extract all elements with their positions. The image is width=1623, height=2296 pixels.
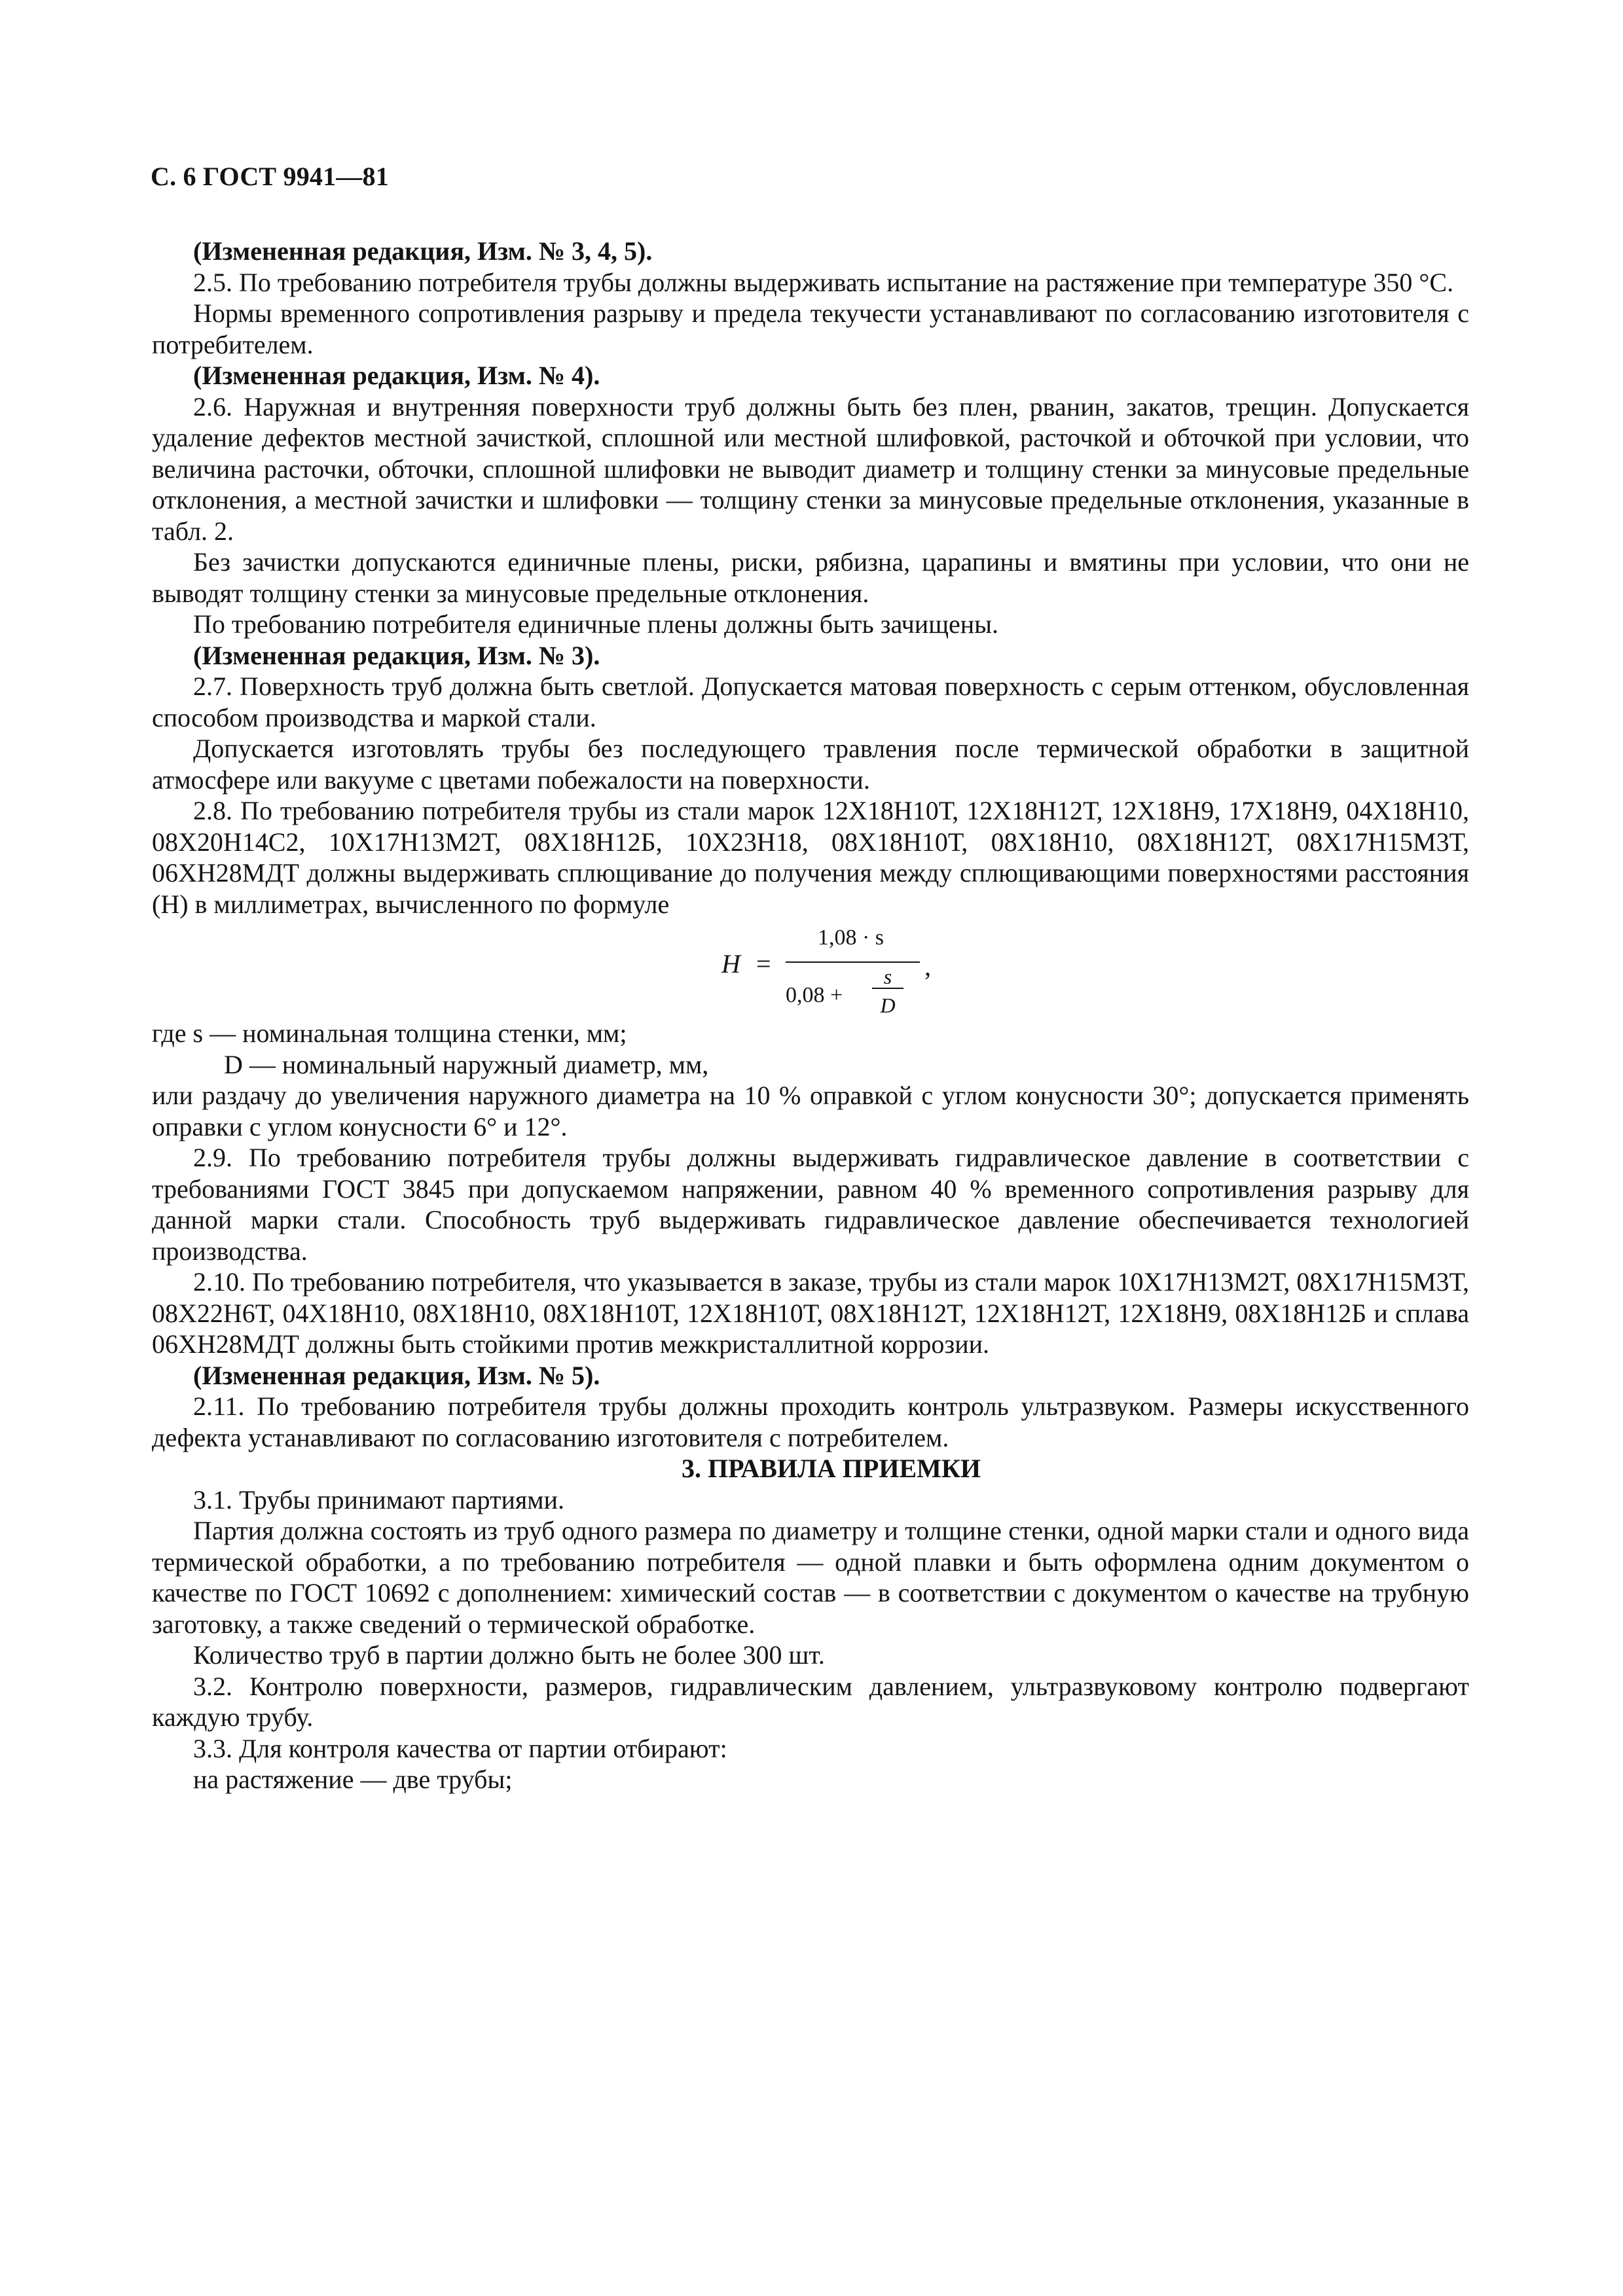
- section-2-paragraph: Без зачистки допускаются единичные плены, риски, рябизна, царапины и вмятины при условии, что они не выводят толщину стенки за минусовые предельные отклонения.: [152, 547, 1469, 608]
- section-2-paragraph: 2.6. Наружная и внутренняя поверхности труб должны быть без плен, рванин, закатов, трещин. Допускается удаление дефектов местной зачисткой, сплошной или местной шлифовкой, расточкой и обточкой при условии, что величина расточки, обточки, сплошной шлифовки не выводит диаметр и толщину стенки за минусовые предельные отклонения, а местной зачистки и шлифовки — толщину стенки за минусовые предельные отклонения, указанные в табл. 2.: [152, 391, 1469, 546]
- section-2-paragraph: 2.11. По требованию потребителя трубы должны проходить контроль ультразвуком. Размеры искусственного дефекта устанавливают по согласованию изготовителя с потребителем.: [152, 1391, 1469, 1452]
- section-3-paragraph: Партия должна состоять из труб одного размера по диаметру и толщине стенки, одной марки стали и одного вида термической обработки, а по требованию потребителя — одной плавки и быть оформлена одним документом о качестве по ГОСТ 10692 с дополнением: химический состав — в соответствии с документом о качестве на трубную заготовку, а также сведений о термической обработке.: [152, 1516, 1469, 1639]
- page-header: С. 6 ГОСТ 9941—81: [151, 162, 389, 191]
- section-3-paragraph: 3.3. Для контроля качества от партии отбирают:: [193, 1733, 727, 1763]
- formula-lhs: H: [721, 949, 740, 978]
- section-2-paragraph: Допускается изготовлять трубы без последующего травления после термической обработки в защитной атмосфере или вакууме с цветами побежалости на поверхности.: [152, 734, 1469, 795]
- section-3-paragraphs: [152, 1484, 1469, 1795]
- formula-numerator: 1,08 · s: [817, 925, 884, 950]
- where-s-line: где s — номинальная толщина стенки, мм;: [152, 1018, 627, 1048]
- section-3-paragraph: 3.2. Контролю поверхности, размеров, гидравлическим давлением, ультразвуковому контролю подвергают каждую трубу.: [152, 1671, 1469, 1732]
- section-2-paragraph: 2.10. По требованию потребителя, что указывается в заказе, трубы из стали марок 10Х17Н13М2Т, 08Х17Н15М3Т, 08Х22Н6Т, 04Х18Н10, 08Х18Н10, 08Х18Н10Т, 12Х18Н10Т, 08Х18Н12Т, 12Х18Н12Т, 12Х18Н9, 08Х18Н12Б и сплава 06ХН28МДТ должны быть стойкими против межкристаллитной коррозии.: [152, 1267, 1469, 1359]
- section-2-paragraphs-a: [152, 236, 1469, 920]
- flattening-formula: [152, 920, 1469, 1018]
- document-body: [152, 236, 1469, 1795]
- section-3-paragraph: Количество труб в партии должно быть не более 300 шт.: [193, 1640, 825, 1670]
- where-d-line: D — номинальный наружный диаметр, мм,: [224, 1049, 709, 1079]
- section-title: 3. ПРАВИЛА ПРИЕМКИ: [681, 1454, 981, 1483]
- section-3-paragraph: на растяжение — две трубы;: [193, 1765, 513, 1794]
- formula-denominator-constant: 0,08 +: [786, 983, 843, 1007]
- amendment-note: (Измененная редакция, Изм. № 5).: [193, 1360, 600, 1390]
- formula-equals: =: [756, 949, 771, 978]
- amendment-note: (Измененная редакция, Изм. № 3).: [193, 640, 600, 670]
- formula-inner-fraction-bar: [872, 988, 903, 989]
- section-3-paragraph: 3.1. Трубы принимают партиями.: [193, 1484, 564, 1515]
- section-2-paragraph: 2.9. По требованию потребителя трубы должны выдерживать гидравлическое давление в соответствии с требованиями ГОСТ 3845 при допускаемом напряжении, равном 40 % временного сопротивления разрыву для данной марки стали. Способность труб выдерживать гидравлическое давление обеспечивается технологией производства.: [152, 1143, 1469, 1266]
- formula-inner-denominator: D: [880, 994, 896, 1017]
- section-2-paragraph: Нормы временного сопротивления разрыву и предела текучести устанавливают по согласованию изготовителя с потребителем.: [152, 298, 1469, 359]
- section-2-paragraph: 2.5. По требованию потребителя трубы должны выдерживать испытание на растяжение при температуре 350 °С.: [193, 267, 1454, 297]
- amendment-note: (Измененная редакция, Изм. № 3, 4, 5).: [193, 236, 653, 266]
- section-2-paragraphs-b: [152, 1080, 1469, 1453]
- formula-comma: ,: [924, 952, 931, 981]
- section-2-paragraph: 2.7. Поверхность труб должна быть светлой. Допускается матовая поверхность с серым оттенком, обусловленная способом производства и маркой стали.: [152, 672, 1469, 732]
- section-2-paragraph: 2.8. По требованию потребителя трубы из стали марок 12Х18Н10Т, 12Х18Н12Т, 12Х18Н9, 17Х18Н9, 04Х18Н10, 08Х20Н14С2, 10Х17Н13М2Т, 08Х18Н12Б, 10Х23Н18, 08Х18Н10Т, 08Х18Н10, 08Х18Н12Т, 08Х17Н15М3Т, 06ХН28МДТ должны выдерживать сплющивание до получения между сплющивающими поверхностями расстояния (Н) в миллиметрах, вычисленного по формуле: [152, 796, 1469, 919]
- amendment-note: (Измененная редакция, Изм. № 4).: [193, 361, 600, 390]
- section-2-paragraph: По требованию потребителя единичные плены должны быть зачищены.: [193, 609, 999, 639]
- section-2-paragraph: или раздачу до увеличения наружного диаметра на 10 % оправкой с углом конусности 30°; допускается применять оправки с углом конусности 6° и 12°.: [152, 1081, 1469, 1141]
- formula-inner-numerator: s: [883, 965, 892, 988]
